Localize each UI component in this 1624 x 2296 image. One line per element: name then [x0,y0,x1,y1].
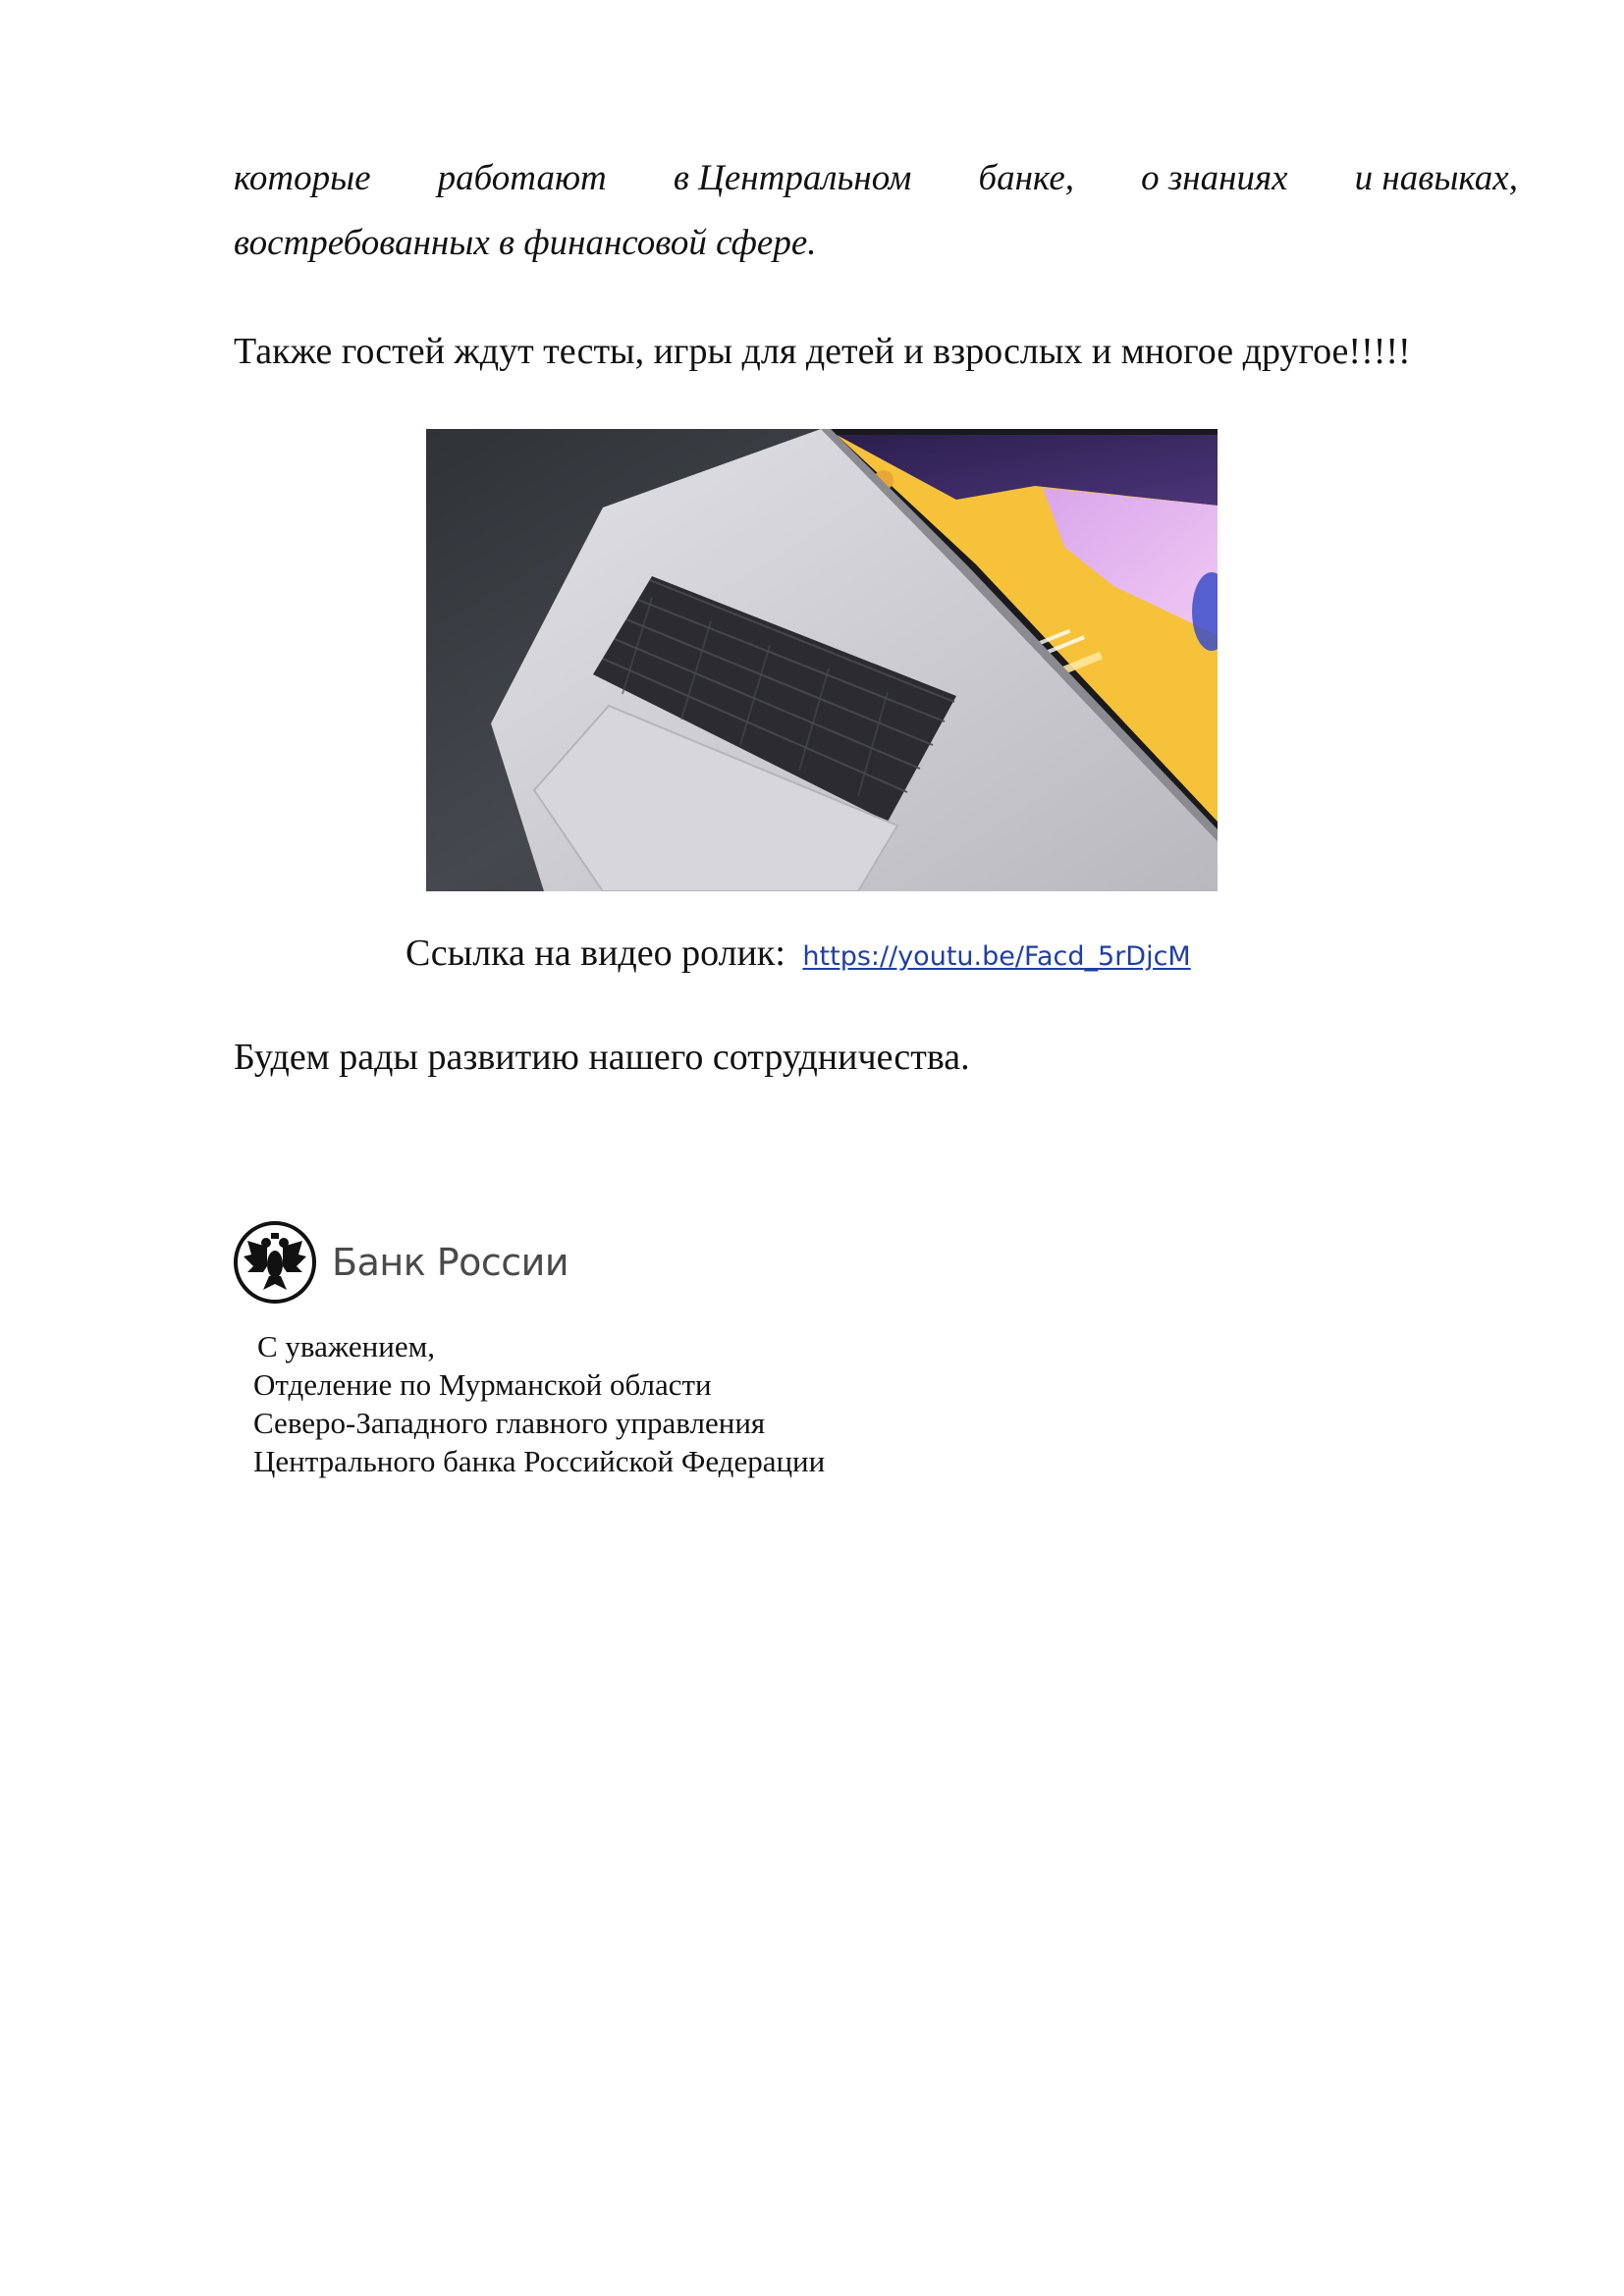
intro-word: которые [234,158,371,198]
intro-word: банке, [978,158,1074,198]
intro-word: работают [437,158,607,198]
laptop-photo [426,429,1218,891]
also-paragraph: Также гостей ждут тесты, игры для детей и взрослых и многое другое!!!!! [234,331,1411,372]
signature-line: Отделение по Мурманской области [253,1367,712,1402]
intro-word: в Центральном [673,158,912,198]
video-caption [406,931,1191,980]
signature-block [253,1327,825,1480]
video-link[interactable]: https://youtu.be/Facd_5rDjcM [802,941,1191,972]
double-eagle-emblem-icon [234,1221,316,1304]
bank-logo [234,1219,568,1306]
video-label: Ссылка на видео ролик: [406,933,785,974]
intro-line-1 [234,157,1518,200]
signature-line: Центрального банка Российской Федерации [253,1444,826,1478]
intro-line-2: востребованных в финансовой сфере. [234,223,817,263]
intro-word: о знаниях [1141,158,1288,198]
closing-paragraph: Будем рады развитию нашего сотрудничества. [234,1037,970,1078]
signature-greeting: С уважением, [257,1329,435,1363]
signature-line: Северо-Западного главного управления [253,1406,766,1440]
intro-word: и навыках, [1354,158,1518,198]
bank-wordmark: Банк России [332,1241,569,1284]
